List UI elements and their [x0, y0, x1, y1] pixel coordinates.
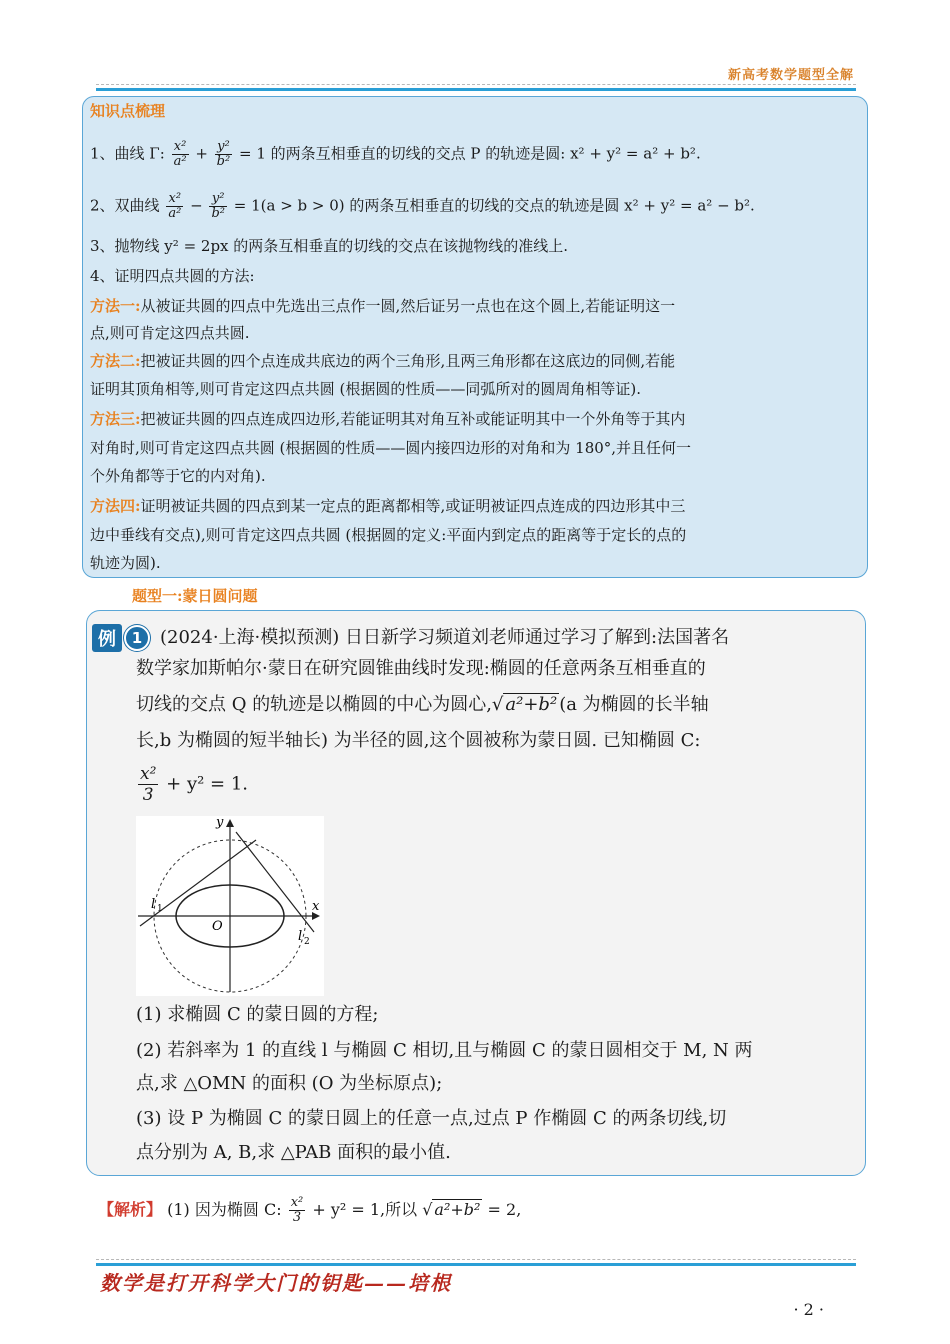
y-axis-arrow [226, 819, 234, 827]
footer-motto: 数学是打开科学大门的钥匙——培根 [100, 1271, 452, 1295]
method-3-text: 把被证共圆的四点连成四边形,若能证明其对角互补或能证明其中一个外角等于其内 [140, 410, 686, 428]
header-dashed-line [96, 84, 856, 85]
line3-b: (a 为椭圆的长半轴 [559, 694, 709, 715]
method-4-text: 证明被证共圆的四点到某一定点的距离都相等,或证明被证四点连成的四边形其中三 [140, 497, 686, 515]
plus-sign: + [195, 144, 208, 163]
solution-text-a: (1) 因为椭圆 C: [167, 1200, 282, 1219]
solution-line [98, 1196, 521, 1225]
minus-sign: − [190, 196, 203, 215]
footer-blue-bar [96, 1263, 856, 1266]
l1-subscript: 1 [157, 904, 163, 914]
solution-fraction: $\frac{\text{x²}}{3}$ [290, 1195, 304, 1225]
method-2-cont: 证明其顶角相等,则可肯定这四点共圆 (根据圆的性质——同弧所对的圆周角相等证). [90, 380, 642, 398]
knowledge-item-4: 4、证明四点共圆的方法: [90, 267, 255, 285]
item1-prefix: 1、曲线 Γ: [90, 144, 165, 163]
l1-label: l [151, 897, 156, 912]
method-1 [90, 296, 675, 316]
line5-suffix: + y² = 1. [166, 773, 249, 795]
example-badge [92, 624, 150, 652]
example-label: 例 [92, 624, 122, 652]
header-blue-bar [96, 88, 856, 91]
item1-suffix: = 1 的两条互相垂直的切线的交点 P 的轨迹是圆: x² + y² = a² + b². [239, 144, 701, 163]
solution-sqrt-symbol: √ [422, 1200, 433, 1219]
method-3-label: 方法三: [90, 410, 141, 428]
example-line-1: (2024·上海·模拟预测) 日日新学习频道刘老师通过学习了解到:法国著名 [160, 627, 730, 648]
solution-text-b: + y² = 1,所以 [312, 1200, 418, 1219]
example-line-3 [136, 692, 709, 718]
footer-dashed-line [96, 1259, 856, 1260]
solution-tag: 【解析】 [98, 1200, 163, 1219]
sqrt-symbol: √ [491, 694, 504, 715]
example-number: 1 [124, 625, 150, 651]
example-line-5 [136, 764, 248, 805]
solution-sqrt-radicand: a²+b² [434, 1200, 481, 1219]
method-1-cont: 点,则可肯定这四点共圆. [90, 324, 250, 342]
line3-a: 切线的交点 Q 的轨迹是以椭圆的中心为圆心, [136, 694, 492, 715]
fraction-x2-3: $\frac{\text{x²}}{3}$ [140, 764, 157, 805]
sqrt-radicand: a²+b² [505, 694, 558, 715]
origin-label: O [212, 919, 223, 934]
knowledge-title: 知识点梳理 [90, 102, 166, 120]
question-3a: (3) 设 P 为椭圆 C 的蒙日圆上的任意一点,过点 P 作椭圆 C 的两条切线,切 [136, 1108, 727, 1129]
knowledge-item-3: 3、抛物线 y² = 2px 的两条互相垂直的切线的交点在该抛物线的准线上. [90, 237, 569, 255]
fraction-x2-a2-hyperbola: $\frac{\text{x²}}{\text{a²}}$ [168, 191, 182, 221]
method-3-cont: 对角时,则可肯定这四点共圆 (根据圆的性质——圆内接四边形的对角和为 180°,并且任何一 [90, 439, 692, 457]
fraction-x2-a2: $\frac{\text{x²}}{\text{a²}}$ [173, 139, 187, 169]
method-3-cont-2: 个外角都等于它的内对角). [90, 467, 266, 485]
l2-label: l [298, 929, 303, 944]
method-1-text: 从被证共圆的四点中先选出三点作一圆,然后证另一点也在这个圆上,若能证明这一 [140, 297, 676, 315]
method-1-label: 方法一: [90, 297, 141, 315]
method-4-cont: 边中垂线有交点),则可肯定这四点共圆 (根据圆的定义:平面内到定点的距离等于定长的点的 [90, 526, 687, 544]
method-4 [90, 496, 685, 516]
method-4-label: 方法四: [90, 497, 141, 515]
item2-suffix: = 1(a > b > 0) 的两条互相垂直的切线的交点的轨迹是圆 x² + y² = a² − b². [233, 196, 755, 215]
method-2-text: 把被证共圆的四个点连成共底边的两个三角形,且两三角形都在这底边的同侧,若能 [140, 352, 676, 370]
solution-text-c: = 2, [487, 1200, 522, 1219]
question-1: (1) 求椭圆 C 的蒙日圆的方程; [136, 1004, 379, 1025]
knowledge-item-1 [90, 140, 701, 169]
ellipse-figure [136, 816, 324, 996]
method-3 [90, 409, 685, 429]
example-line-2: 数学家加斯帕尔·蒙日在研究圆锥曲线时发现:椭圆的任意两条互相垂直的 [136, 658, 706, 679]
y-label: y [216, 816, 224, 830]
knowledge-item-2 [90, 192, 755, 221]
item2-prefix: 2、双曲线 [90, 196, 160, 215]
example-line-4: 长,b 为椭圆的短半轴长) 为半径的圆,这个圆被称为蒙日圆. 已知椭圆 C: [136, 730, 701, 751]
method-2-label: 方法二: [90, 352, 141, 370]
question-type-title: 题型一:蒙日圆问题 [132, 587, 258, 605]
x-label: x [312, 899, 320, 914]
page-number: · 2 · [793, 1300, 824, 1319]
question-2a: (2) 若斜率为 1 的直线 l 与椭圆 C 相切,且与椭圆 C 的蒙日圆相交于 M, N 两 [136, 1040, 753, 1061]
tangent-line-l2 [236, 832, 314, 932]
l2-subscript: 2 [304, 937, 310, 947]
fraction-y2-b2-hyperbola: $\frac{\text{y²}}{\text{b²}}$ [211, 191, 225, 221]
method-2 [90, 351, 675, 371]
ellipse-diagram [136, 816, 324, 996]
question-3b: 点分别为 A, B,求 △PAB 面积的最小值. [136, 1142, 451, 1163]
fraction-y2-b2: $\frac{\text{y²}}{\text{b²}}$ [216, 139, 231, 169]
method-4-cont-2: 轨迹为圆). [90, 554, 161, 572]
question-2b: 点,求 △OMN 的面积 (O 为坐标原点); [136, 1073, 443, 1094]
page-header-title: 新高考数学题型全解 [727, 68, 854, 83]
